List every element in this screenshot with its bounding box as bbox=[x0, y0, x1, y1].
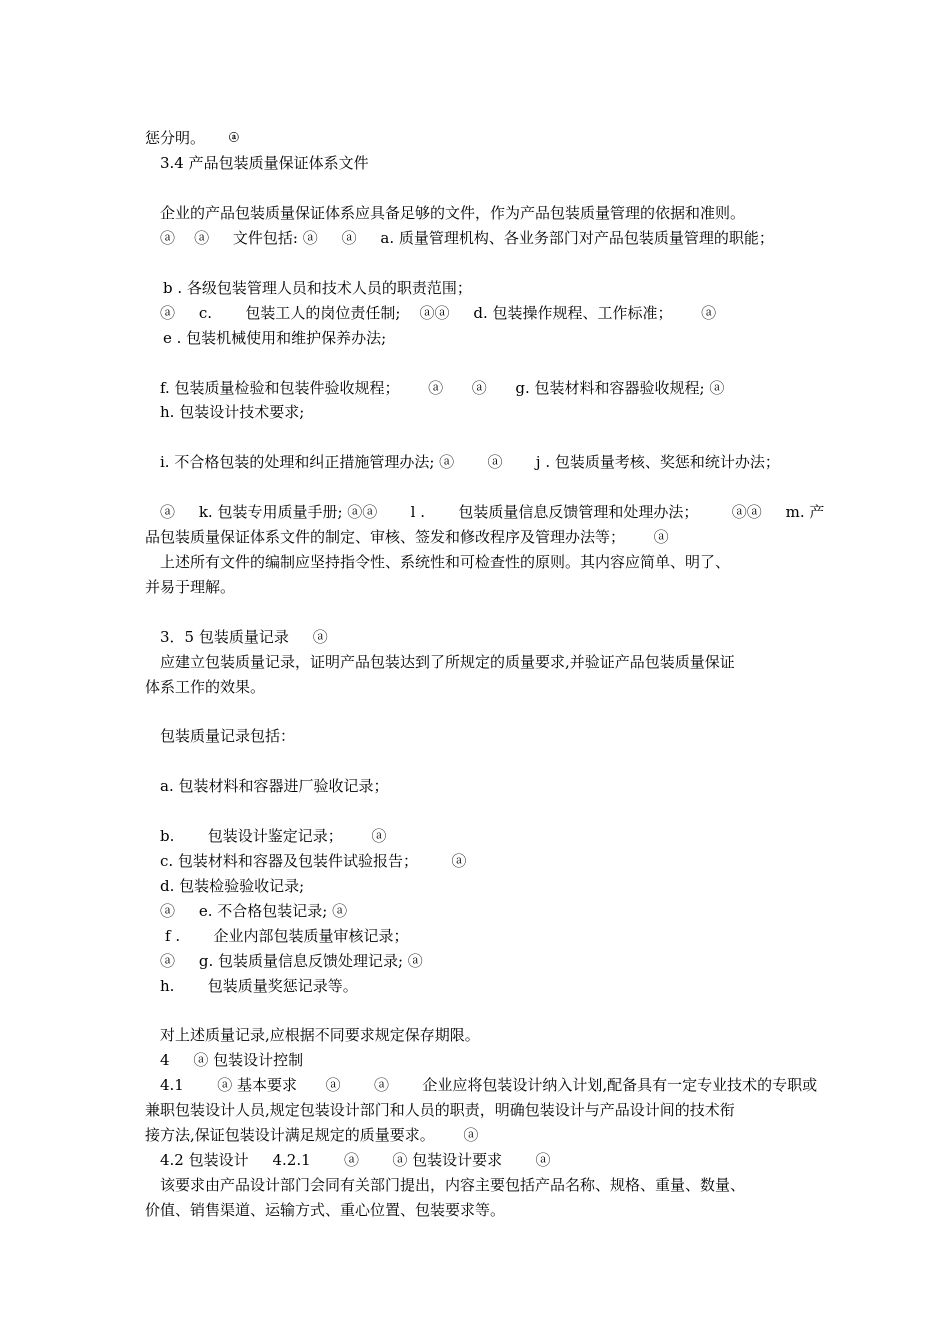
list-item: d. 包装检验验收记录; bbox=[160, 877, 305, 895]
text-line: 惩分明。 ⓐ bbox=[145, 129, 239, 147]
list-item: h. 包装质量奖惩记录等。 bbox=[160, 977, 358, 995]
section-heading: 3.4 产品包装质量保证体系文件 bbox=[160, 154, 369, 172]
text-line: 企业的产品包装质量保证体系应具备足够的文件，作为产品包装质量管理的依据和准则。 bbox=[160, 204, 746, 222]
list-item: ⓐ g. 包装质量信息反馈处理记录; ⓐ bbox=[160, 952, 423, 970]
list-item: e . 包装机械使用和维护保养办法; bbox=[163, 329, 387, 347]
list-item: h. 包装设计技术要求; bbox=[160, 403, 305, 421]
list-item: ⓐ k. 包装专用质量手册; ⓐⓐ l . 包装质量信息反馈管理和处理办法； ⓐⓐ m. 产 bbox=[160, 503, 825, 521]
text-line: 体系工作的效果。 bbox=[145, 678, 266, 696]
text-line: ⓐ ⓐ 文件包括: ⓐ ⓐ a. 质量管理机构、各业务部门对产品包装质量管理的职能； bbox=[160, 229, 774, 247]
list-item: f. 包装质量检验和包装件验收规程； ⓐ ⓐ g. 包装材料和容器验收规程; ⓐ bbox=[160, 379, 725, 397]
list-item: f . 企业内部包装质量审核记录； bbox=[165, 927, 409, 945]
text-line: 品包装质量保证体系文件的制定、审核、签发和修改程序及管理办法等； ⓐ bbox=[145, 528, 669, 546]
text-line: 上述所有文件的编制应坚持指令性、系统性和可检查性的原则。其内容应简单、明了、 bbox=[160, 553, 731, 571]
list-item: ⓐ c. 包装工人的岗位责任制; ⓐⓐ d. 包装操作规程、工作标准； ⓐ bbox=[160, 304, 717, 322]
list-item: ⓐ e. 不合格包装记录; ⓐ bbox=[160, 902, 348, 920]
text-line: 应建立包装质量记录，证明产品包装达到了所规定的质量要求,并验证产品包装质量保证 bbox=[160, 653, 735, 671]
list-item: b. 包装设计鉴定记录； ⓐ bbox=[160, 827, 387, 845]
section-heading: 3．5 包装质量记录 ⓐ bbox=[160, 628, 328, 646]
text-line: 对上述质量记录,应根据不同要求规定保存期限。 bbox=[160, 1026, 480, 1044]
text-line: 价值、销售渠道、运输方式、重心位置、包装要求等。 bbox=[145, 1201, 506, 1219]
text-line: 接方法,保证包装设计满足规定的质量要求。 ⓐ bbox=[145, 1126, 479, 1144]
section-heading: 4 ⓐ 包装设计控制 bbox=[160, 1051, 304, 1069]
list-item: i. 不合格包装的处理和纠正措施管理办法; ⓐ ⓐ j . 包装质量考核、奖惩和统计办法； bbox=[160, 453, 780, 471]
list-item: a. 包装材料和容器进厂验收记录； bbox=[160, 777, 389, 795]
list-item: c. 包装材料和容器及包装件试验报告； ⓐ bbox=[160, 852, 467, 870]
text-line: 并易于理解。 bbox=[145, 578, 236, 596]
paragraph-mark-icon: ⓐ bbox=[228, 133, 239, 144]
section-heading: 4.2 包装设计 4.2.1 ⓐ ⓐ 包装设计要求 ⓐ bbox=[160, 1151, 551, 1169]
text-line: 包装质量记录包括： bbox=[160, 727, 296, 745]
list-item: b . 各级包装管理人员和技术人员的职责范围； bbox=[163, 279, 472, 297]
text-line: 兼职包装设计人员,规定包装设计部门和人员的职责，明确包装设计与产品设计间的技术衔 bbox=[145, 1101, 735, 1119]
text-line: 4.1 ⓐ 基本要求 ⓐ ⓐ 企业应将包装设计纳入计划,配备具有一定专业技术的专职或 bbox=[160, 1076, 818, 1094]
text-line: 该要求由产品设计部门会同有关部门提出，内容主要包括产品名称、规格、重量、数量、 bbox=[160, 1176, 746, 1194]
